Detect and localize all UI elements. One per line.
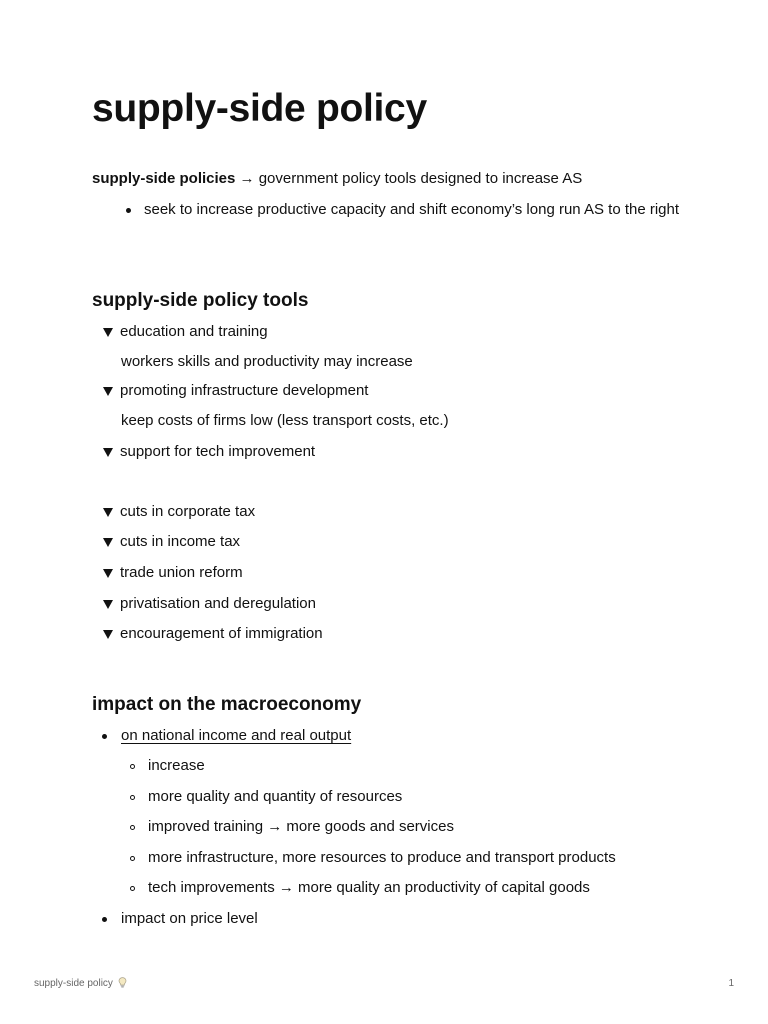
footer-doc-name [34, 977, 127, 991]
impact-sub-item: tech improvements → more quality an productivity of capital goods [148, 879, 590, 896]
toggle-item-label[interactable]: trade union reform [120, 564, 243, 581]
bullet-ring-icon [130, 856, 135, 861]
page-title: supply-side policy [92, 87, 427, 130]
definition-text: government policy tools designed to increase AS [258, 170, 583, 187]
toggle-item-label[interactable]: privatisation and deregulation [120, 595, 316, 612]
lightbulb-icon [118, 977, 127, 988]
impact-item-label: on national income and real output [121, 727, 352, 744]
toggle-triangle-icon[interactable] [103, 328, 113, 337]
toggle-triangle-icon[interactable] [103, 569, 113, 578]
toggle-item-label[interactable]: encouragement of immigration [120, 625, 323, 642]
bullet-dot-icon [102, 917, 107, 922]
toggle-item-detail: keep costs of firms low (less transport costs, etc.) [121, 412, 449, 429]
impact-heading: impact on the macroeconomy [92, 694, 362, 715]
definition-term: supply-side policies [92, 170, 236, 187]
bullet-ring-icon [130, 795, 135, 800]
toggle-triangle-icon[interactable] [103, 387, 113, 396]
tools-heading: supply-side policy tools [92, 290, 309, 311]
bullet-ring-icon [130, 764, 135, 769]
impact-item-label: impact on price level [121, 910, 258, 927]
arrow-icon: → [239, 170, 255, 187]
toggle-triangle-icon[interactable] [103, 630, 113, 639]
impact-sub-item: more quality and quantity of resources [148, 788, 403, 805]
page-number: 1 [728, 978, 734, 989]
impact-sub-item: more infrastructure, more resources to produce and transport products [148, 849, 616, 866]
toggle-item-label[interactable]: cuts in income tax [120, 533, 241, 550]
toggle-triangle-icon[interactable] [103, 448, 113, 457]
footer-doc-title: supply-side policy [34, 978, 113, 989]
toggle-triangle-icon[interactable] [103, 508, 113, 517]
toggle-triangle-icon[interactable] [103, 600, 113, 609]
toggle-item-label[interactable]: cuts in corporate tax [120, 503, 256, 520]
bullet-ring-icon [130, 886, 135, 891]
bullet-ring-icon [130, 825, 135, 830]
bullet-dot-icon [102, 734, 107, 739]
toggle-item-detail: workers skills and productivity may increase [121, 353, 413, 370]
toggle-item-label[interactable]: education and training [120, 323, 268, 340]
definition-line [92, 168, 582, 190]
impact-sub-item: improved training → more goods and services [148, 818, 454, 835]
impact-sub-item: increase [148, 757, 205, 774]
toggle-triangle-icon[interactable] [103, 538, 113, 547]
toggle-item-label[interactable]: promoting infrastructure development [120, 382, 369, 399]
toggle-item-label[interactable]: support for tech improvement [120, 443, 316, 460]
intro-bullet: seek to increase productive capacity and shift economy’s long run AS to the right [144, 201, 680, 218]
bullet-dot-icon [126, 208, 131, 213]
